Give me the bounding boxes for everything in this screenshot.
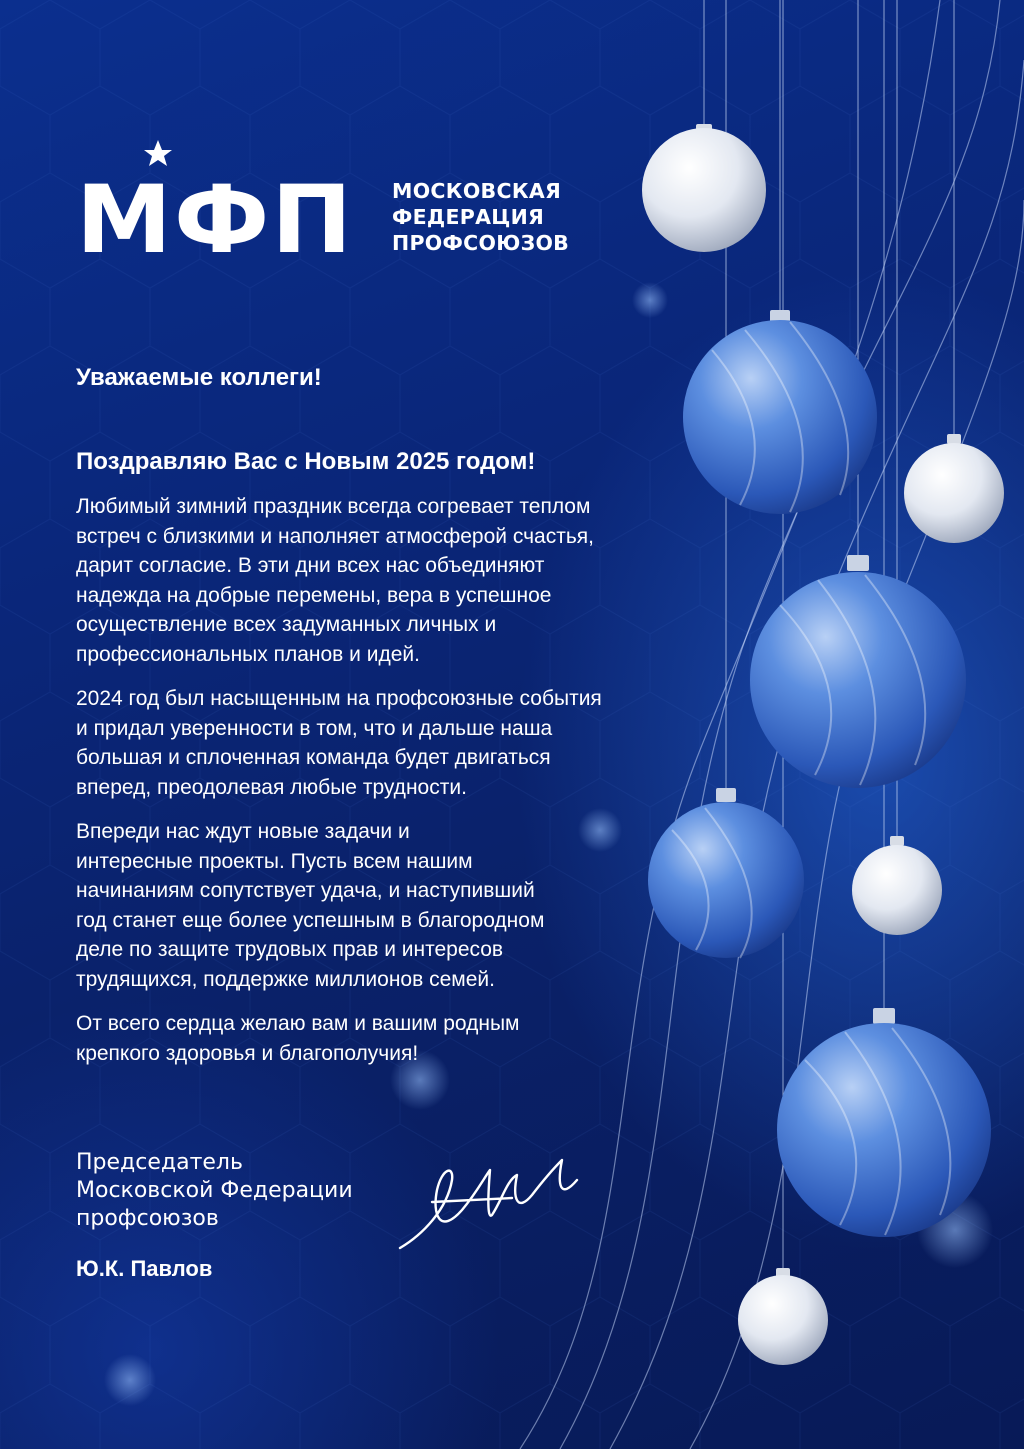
text-line: профессиональных планов и идей. — [76, 642, 420, 666]
greeting: Уважаемые коллеги! — [76, 364, 322, 391]
text-line: деле по защите трудовых прав и интересов — [76, 938, 504, 961]
text-line: год станет еще более успешным в благородном — [76, 908, 545, 932]
org-name-line-2: ФЕДЕРАЦИЯ — [392, 205, 545, 229]
text-line: трудящихся, поддержке миллионов семей. — [76, 967, 495, 991]
text-line: Любимый зимний праздник всегда согревает теплом — [76, 495, 591, 518]
signatory-title-line: Московской Федерации — [76, 1178, 353, 1203]
logo-text: МФП — [76, 166, 354, 258]
signatory-title-line: Председатель — [76, 1150, 243, 1175]
text-line: вперед, преодолевая любые трудности. — [76, 775, 467, 799]
signatory-title-line: профсоюзов — [76, 1206, 219, 1231]
text-line: дарит согласие. В эти дни всех нас объединяют — [76, 554, 545, 577]
text-line: осуществление всех задуманных личных и — [76, 613, 497, 636]
star-icon — [144, 140, 172, 166]
headline: Поздравляю Вас с Новым 2025 годом! — [76, 448, 536, 475]
handwritten-signature — [392, 1140, 592, 1260]
text-line: крепкого здоровья и благополучия! — [76, 1041, 419, 1065]
text-line: Впереди нас ждут новые задачи и — [76, 820, 410, 843]
org-name-line-3: ПРОФСОЮЗОВ — [392, 231, 570, 255]
text-line: большая и сплоченная команда будет двигаться — [76, 746, 551, 769]
text-line: встреч с близкими и наполняет атмосферой счастья, — [76, 524, 594, 548]
paragraph-2 — [76, 684, 696, 802]
text-line: 2024 год был насыщенным на профсоюзные события — [76, 687, 602, 710]
letter-body — [76, 448, 696, 1083]
signatory-title — [76, 1149, 353, 1233]
paragraph-4 — [76, 1009, 696, 1068]
text-line: надежда на добрые перемены, вера в успешное — [76, 583, 552, 607]
org-name-line-1: МОСКОВСКАЯ — [392, 179, 562, 203]
text-line: начинаниям сопутствует удача, и наступивший — [76, 879, 535, 902]
text-line: От всего сердца желаю вам и вашим родным — [76, 1012, 520, 1035]
organization-name — [392, 178, 569, 256]
paragraph-1 — [76, 492, 696, 669]
text-line: и придал уверенности в том, что и дальше наша — [76, 716, 553, 740]
signatory-name: Ю.К. Павлов — [76, 1256, 213, 1281]
paragraph-3 — [76, 817, 696, 994]
mfp-logo — [76, 138, 356, 258]
text-line: интересные проекты. Пусть всем нашим — [76, 849, 473, 873]
